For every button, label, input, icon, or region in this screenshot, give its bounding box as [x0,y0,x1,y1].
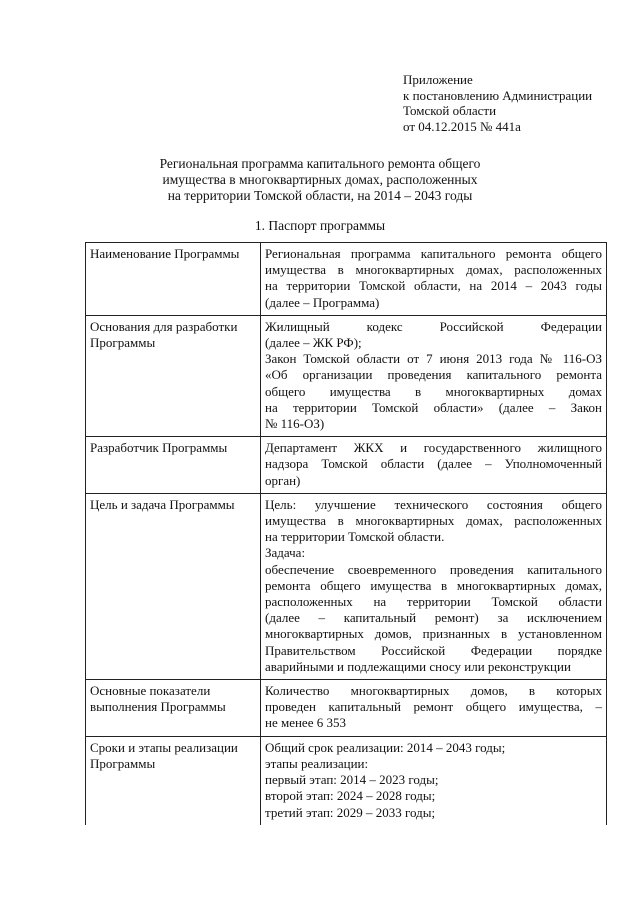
value-line: орган) [265,472,301,488]
value-line: расположенных на территории Томской области [265,594,602,610]
value-line: Жилищный кодекс Российской Федерации [265,318,602,334]
table-row [86,437,607,494]
row-value [261,437,607,494]
row-value [261,243,607,316]
value-line: этапы реализации: [265,755,369,771]
label-line: выполнения Программы [90,699,226,715]
table-row [86,315,607,436]
value-line: многоквартирных домов, признанных в установленном [265,626,602,642]
value-line: обеспечение своевременного проведения капитального [265,561,602,577]
row-value [261,736,607,825]
row-label [86,493,261,679]
passport-table [85,242,607,825]
annex-line: Томской области [403,103,497,118]
annex-line: Приложение [403,72,473,87]
value-line: имущества в многоквартирных домах, расположенных [265,262,602,278]
row-label [86,680,261,737]
annex-block [403,72,592,134]
value-line: надзора Томской области (далее – Уполномоченный [265,456,602,472]
value-line: Цель: улучшение технического состояния общего [265,496,602,512]
row-value [261,680,607,737]
value-line: Общий срок реализации: 2014 – 2043 годы; [265,739,506,755]
label-line: Программы [90,335,156,351]
table-row [86,493,607,679]
value-line: на территории Томской области. [265,529,445,545]
value-line: (далее – ЖК РФ); [265,335,362,351]
value-line: Задача: [265,545,306,561]
row-value [261,493,607,679]
annex-line: к постановлению Администрации [403,87,593,103]
value-line: (далее – капитальный ремонт) за исключением [265,610,602,626]
value-line: на территории Томской области» (далее – Закон [265,399,602,415]
row-value [261,315,607,436]
label-line: Наименование Программы [90,246,240,261]
annex-line: от 04.12.2015 № 441а [403,118,521,134]
row-label [86,243,261,316]
value-line: третий этап: 2029 – 2033 годы; [265,804,436,820]
title-line: на территории Томской области, на 2014 – 2043 годы [167,188,473,203]
row-label [86,437,261,494]
value-line: проведен капитальный ремонт общего имущества, – [265,699,602,715]
title-line: имущества в многоквартирных домах, расположенных [162,172,478,187]
label-line: Цель и задача Программы [90,496,235,512]
table-row [86,736,607,825]
value-line: ремонта общего имущества в многоквартирных домах, [265,577,602,593]
value-line: Закон Томской области от 7 июня 2013 года № 116-ОЗ [265,351,602,367]
section-title: 1. Паспорт программы [254,218,386,233]
label-line: Сроки и этапы реализации [90,739,238,755]
title-line: Региональная программа капитального ремонта общего [159,156,481,171]
value-line: первый этап: 2014 – 2023 годы; [265,772,439,788]
value-line: на территории Томской области, на 2014 – 2043 годы [265,278,602,294]
value-line: второй этап: 2024 – 2028 годы; [265,788,436,804]
value-line: Правительством Российской Федерации порядке [265,642,602,658]
table-row [86,680,607,737]
label-line: Разработчик Программы [90,440,228,456]
value-line: имущества в многоквартирных домах, расположенных [265,513,602,529]
value-line: «Об организации проведения капитального ремонта [265,367,602,383]
label-line: Программы [90,755,156,771]
value-line: Региональная программа капитального ремонта общего [265,246,602,261]
table-row [86,243,607,316]
row-label [86,315,261,436]
label-line: Основания для разработки [90,318,238,334]
value-line: общего имущества в многоквартирных домах [265,383,602,399]
value-line: № 116-ОЗ) [265,416,325,432]
value-line: Департамент ЖКХ и государственного жилищного [265,440,602,456]
value-line: не менее 6 353 [265,715,346,731]
label-line: Основные показатели [90,683,211,699]
value-line: аварийными и подлежащими сносу или реконструкции [265,658,571,674]
value-line: Количество многоквартирных домов, в которых [265,683,602,699]
document-title [100,156,540,204]
value-line: (далее – Программа) [265,294,380,310]
row-label [86,736,261,825]
